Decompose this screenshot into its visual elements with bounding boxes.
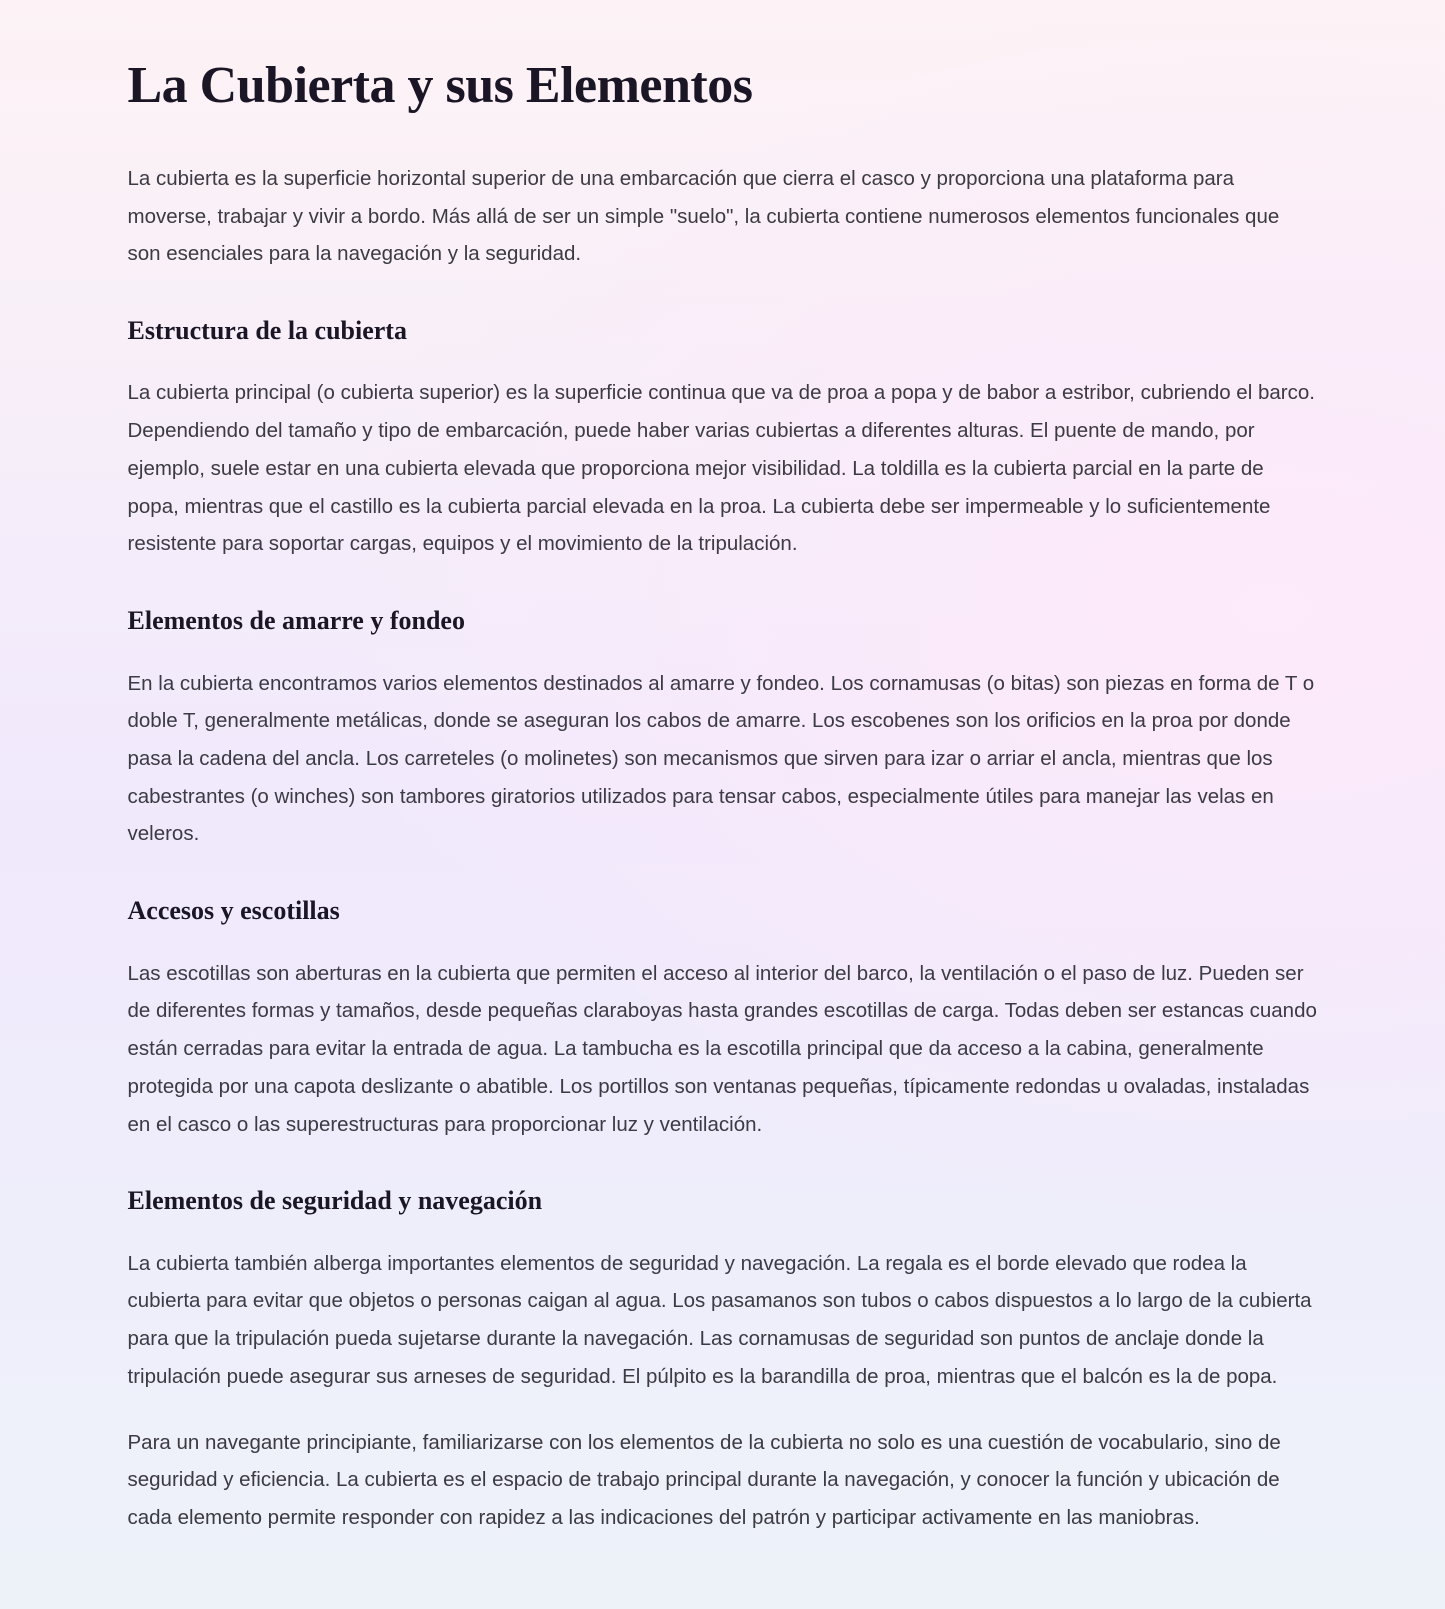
section-heading-amarre-fondeo: Elementos de amarre y fondeo	[127, 606, 465, 636]
section-estructura-de-la-cubierta	[128, 315, 1318, 563]
closing-paragraph: Para un navegante principiante, familiarizarse con los elementos de la cubierta no solo es una cuestión de vocabulario, sino de seguridad y eficiencia. La cubierta es el espacio de trabajo principal durante la navegación, y conocer la función y ubicación de cada elemento permite responder con rapidez a las indicaciones del patrón y participar activamente en las maniobras.	[127, 1430, 1281, 1530]
section-heading-seguridad-navegacion: Elementos de seguridad y navegación	[127, 1186, 543, 1216]
section-elementos-de-amarre-y-fondeo	[128, 605, 1318, 853]
section-heading-accesos-escotillas: Accesos y escotillas	[127, 896, 340, 926]
section-paragraph: Las escotillas son aberturas en la cubierta que permiten el acceso al interior del barco, la ventilación o el paso de luz. Pueden ser de diferentes formas y tamaños, desde pequeñas claraboyas hasta grandes escotillas de carga. Todas deben ser estancas cuando están cerradas para evitar la entrada de agua. La tambucha es la escotilla principal que da acceso a la cabina, generalmente protegida por una capota deslizante o abatible. Los portillos son ventanas pequeñas, típicamente redondas u ovaladas, instaladas en el casco o las superestructuras para proporcionar luz y ventilación.	[127, 961, 1317, 1136]
section-paragraph: En la cubierta encontramos varios elementos destinados al amarre y fondeo. Los cornamusas (o bitas) son piezas en forma de T o doble T, generalmente metálicas, donde se aseguran los cabos de amarre. Los escobenes son los orificios en la proa por donde pasa la cadena del ancla. Los carreteles (o molinetes) son mecanismos que sirven para izar o arriar el ancla, mientras que los cabestrantes (o winches) son tambores giratorios utilizados para tensar cabos, especialmente útiles para manejar las velas en veleros.	[127, 671, 1315, 846]
intro-paragraph: La cubierta es la superficie horizontal superior de una embarcación que cierra el casco y proporciona una plataforma para moverse, trabajar y vivir a bordo. Más allá de ser un simple "suelo", la cubierta contiene numerosos elementos funcionales que son esenciales para la navegación y la seguridad.	[127, 166, 1280, 266]
article-page	[128, 0, 1318, 1609]
page-title: La Cubierta y sus Elementos	[127, 57, 753, 114]
section-heading-estructura: Estructura de la cubierta	[127, 315, 407, 345]
section-elementos-de-seguridad-y-navegacion	[128, 1185, 1318, 1537]
section-paragraph: La cubierta principal (o cubierta superior) es la superficie continua que va de proa a popa y de babor a estribor, cubriendo el barco. Dependiendo del tamaño y tipo de embarcación, puede haber varias cubiertas a diferentes alturas. El puente de mando, por ejemplo, suele estar en una cubierta elevada que proporciona mejor visibilidad. La toldilla es la cubierta parcial en la parte de popa, mientras que el castillo es la cubierta parcial elevada en la proa. La cubierta debe ser impermeable y lo suficientemente resistente para soportar cargas, equipos y el movimiento de la tripulación.	[127, 381, 1315, 556]
section-paragraph: La cubierta también alberga importantes elementos de seguridad y navegación. La regala es el borde elevado que rodea la cubierta para evitar que objetos o personas caigan al agua. Los pasamanos son tubos o cabos dispuestos a lo largo de la cubierta para que la tripulación pueda sujetarse durante la navegación. Las cornamusas de seguridad son puntos de anclaje donde la tripulación puede asegurar sus arneses de seguridad. El púlpito es la barandilla de proa, mientras que el balcón es la de popa.	[127, 1251, 1312, 1388]
section-accesos-y-escotillas	[128, 895, 1318, 1143]
